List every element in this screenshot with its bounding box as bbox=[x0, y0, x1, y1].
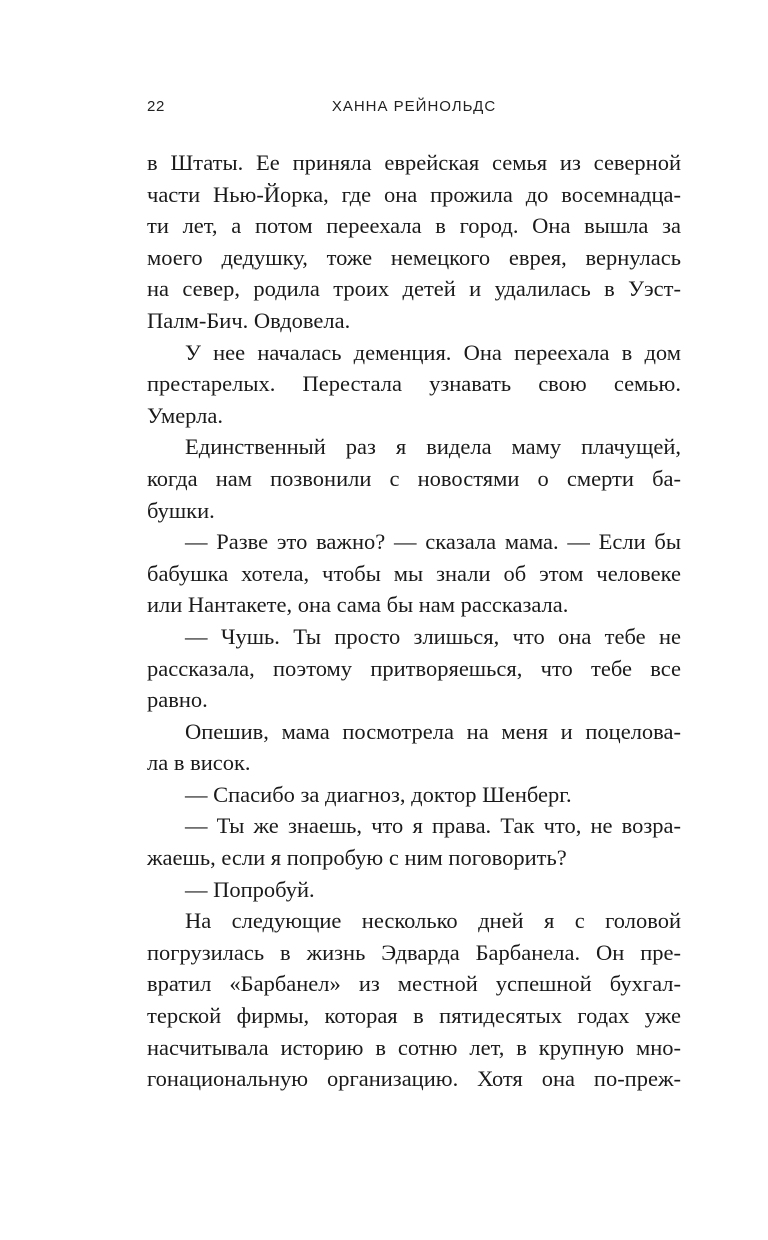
dialogue-paragraph bbox=[147, 874, 681, 906]
text-line: ти лет, а потом переехала в город. Она вышла за bbox=[147, 213, 681, 239]
text-line: гонациональную организацию. Хотя она по-преж- bbox=[147, 1066, 681, 1092]
text-line: — Разве это важно? — сказала мама. — Если бы bbox=[185, 529, 681, 555]
text-line: ла в висок. bbox=[147, 750, 251, 776]
text-line: У нее началась деменция. Она переехала в дом bbox=[185, 339, 681, 365]
text-line: — Попробуй. bbox=[185, 876, 315, 902]
text-line: На следующие несколько дней я с головой bbox=[185, 908, 681, 934]
text-line: на север, родила троих детей и удалилась в Уэст- bbox=[147, 276, 681, 302]
running-title: ХАННА РЕЙНОЛЬДС bbox=[331, 98, 497, 115]
text-line: Палм-Бич. Овдовела. bbox=[147, 307, 351, 333]
dialogue-paragraph bbox=[147, 621, 681, 716]
dialogue-paragraph bbox=[147, 779, 681, 811]
text-line: бабушка хотела, чтобы мы знали об этом человеке bbox=[147, 560, 681, 586]
text-line: погрузилась в жизнь Эдварда Барбанела. Он пре- bbox=[147, 939, 681, 965]
text-line: когда нам позвонили с новостями о смерти ба- bbox=[147, 465, 681, 491]
text-line: — Спасибо за диагноз, доктор Шенберг. bbox=[185, 781, 572, 807]
text-line: Единственный раз я видела маму плачущей, bbox=[185, 434, 681, 460]
text-line: — Ты же знаешь, что я права. Так что, не возра- bbox=[185, 813, 681, 839]
text-line: части Нью-Йорка, где она прожила до восемнадца- bbox=[147, 181, 681, 207]
paragraph bbox=[147, 147, 681, 337]
paragraph bbox=[147, 716, 681, 779]
paragraph bbox=[147, 337, 681, 432]
text-line: жаешь, если я попробую с ним поговорить? bbox=[147, 845, 567, 871]
paragraph bbox=[147, 905, 681, 1095]
text-line: рассказала, поэтому притворяешься, что тебе все bbox=[147, 655, 681, 681]
text-line: или Нантакете, она сама бы нам рассказала. bbox=[147, 592, 569, 618]
text-line: бушки. bbox=[147, 497, 215, 523]
text-line: моего дедушку, тоже немецкого еврея, вернулась bbox=[147, 244, 681, 270]
text-line: равно. bbox=[147, 687, 208, 713]
paragraph bbox=[147, 431, 681, 526]
text-line: вратил «Барбанел» из местной успешной бухгал- bbox=[147, 971, 681, 997]
running-header bbox=[147, 98, 681, 120]
text-line: Умерла. bbox=[147, 402, 223, 428]
text-line: в Штаты. Ее приняла еврейская семья из северной bbox=[147, 150, 681, 175]
page-number: 22 bbox=[147, 98, 165, 115]
dialogue-paragraph bbox=[147, 526, 681, 621]
dialogue-paragraph bbox=[147, 810, 681, 873]
text-line: терской фирмы, которая в пятидесятых годах уже bbox=[147, 1003, 681, 1029]
text-line: Опешив, мама посмотрела на меня и поцелова- bbox=[185, 718, 681, 744]
text-line: — Чушь. Ты просто злишься, что она тебе не bbox=[185, 623, 681, 649]
text-line: насчитывала историю в сотню лет, в крупную мно- bbox=[147, 1034, 681, 1060]
text-line: престарелых. Перестала узнавать свою семью. bbox=[147, 371, 681, 397]
body-text bbox=[147, 147, 681, 1095]
